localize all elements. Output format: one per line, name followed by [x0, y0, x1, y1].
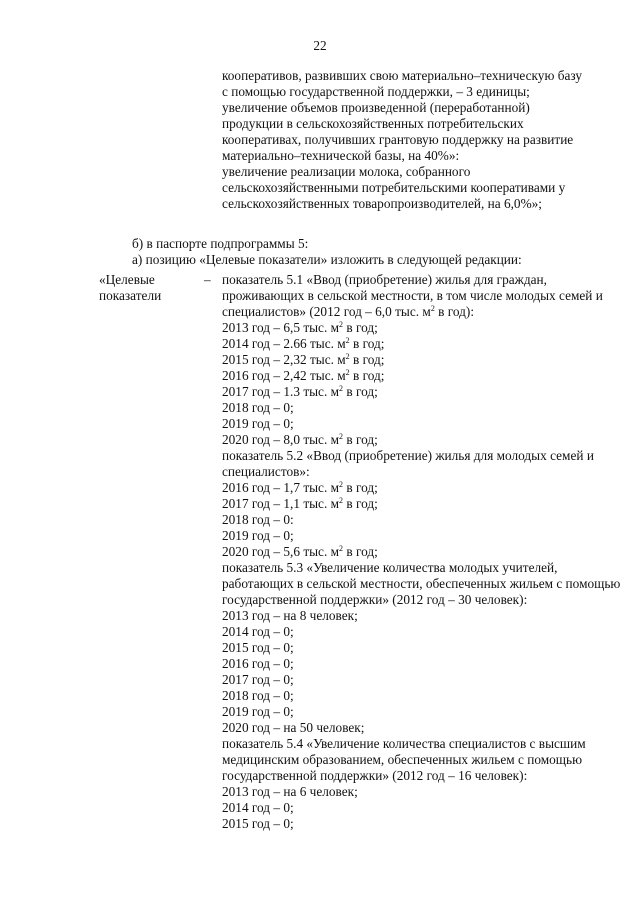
year-value-line: 2015 год – 0; — [222, 640, 294, 655]
year-value-line: 2013 год – на 6 человек; — [222, 784, 358, 799]
year-value-line: 2016 год – 1,7 тыс. $м^2$ в год; — [222, 480, 378, 495]
year-value-line: 2018 год – 0; — [222, 688, 294, 703]
target-indicators-list — [222, 272, 622, 832]
continued-indicators-text — [222, 68, 622, 212]
text-line: кооперативах, получивших грантовую поддержку на развитие — [222, 132, 574, 147]
year-value-line: 2019 год – 0; — [222, 704, 294, 719]
year-value-line: 2019 год – 0; — [222, 416, 294, 431]
year-value-line: 2019 год – 0; — [222, 528, 294, 543]
year-value-line: 2018 год – 0; — [222, 400, 294, 415]
text-line: кооперативов, развивших свою материально–техническую базу — [222, 68, 582, 83]
text-line: сельскохозяйственных товаропроизводителей, на 6,0%»; — [222, 196, 542, 211]
year-value-line: 2014 год – 0; — [222, 800, 294, 815]
year-value-line: 2015 год – 2,32 тыс. $м^2$ в год; — [222, 352, 385, 367]
year-value-line: 2014 год – 2.66 тыс. $м^2$ в год; — [222, 336, 385, 351]
page-number: 22 — [313, 38, 327, 53]
text-line: увеличение реализации молока, собранного — [222, 164, 471, 179]
year-value-line: 2018 год – 0: — [222, 512, 294, 527]
section-label — [99, 272, 209, 304]
item-b-paragraph: б) в паспорте подпрограммы 5: — [132, 236, 309, 251]
year-value-line: 2013 год – 6,5 тыс. $м^2$ в год; — [222, 320, 378, 335]
section-label-line2: показатели — [99, 288, 162, 303]
year-value-line: 2017 год – 0; — [222, 672, 294, 687]
text-line: материально–технической базы, на 40%»: — [222, 148, 460, 163]
text-line: с помощью государственной поддержки, – 3 единицы; — [222, 84, 530, 99]
text-line: продукции в сельскохозяйственных потребительских — [222, 116, 524, 131]
section-label-line1: «Целевые — [99, 272, 155, 287]
indicator-5-1-heading: показатель 5.1 «Ввод (приобретение) жилья для граждан, проживающих в сельской местности, в том числе молодых семей и специалистов» (2012 год – 6,0 тыс. $м^2$ в год): — [222, 272, 603, 319]
text-line: сельскохозяйственными потребительскими кооперативами у — [222, 180, 566, 195]
year-value-line: 2015 год – 0; — [222, 816, 294, 831]
year-value-line: 2020 год – 5,6 тыс. $м^2$ в год; — [222, 544, 378, 559]
indicator-5-4-heading: показатель 5.4 «Увеличение количества специалистов с высшим медицинским образованием, обеспеченных жильем с помощью государственной поддержки» (2012 год – 16 человек): — [222, 736, 586, 783]
year-value-line: 2016 год – 2,42 тыс. $м^2$ в год; — [222, 368, 385, 383]
indicator-5-3-heading: показатель 5.3 «Увеличение количества молодых учителей, работающих в сельской местности, обеспеченных жильем с помощью государственной поддержки» (2012 год – 30 человек): — [222, 560, 621, 607]
text-line: увеличение объемов произведенной (переработанной) — [222, 100, 530, 115]
year-value-line: 2016 год – 0; — [222, 656, 294, 671]
indicator-5-2-heading: показатель 5.2 «Ввод (приобретение) жилья для молодых семей и специалистов»: — [222, 448, 594, 479]
year-value-line: 2020 год – 8,0 тыс. $м^2$ в год; — [222, 432, 378, 447]
year-value-line: 2013 год – на 8 человек; — [222, 608, 358, 623]
label-dash: – — [204, 272, 211, 287]
item-a-paragraph: а) позицию «Целевые показатели» изложить в следующей редакции: — [132, 252, 522, 267]
year-value-line: 2017 год – 1.3 тыс. $м^2$ в год; — [222, 384, 378, 399]
year-value-line: 2014 год – 0; — [222, 624, 294, 639]
year-value-line: 2017 год – 1,1 тыс. $м^2$ в год; — [222, 496, 378, 511]
year-value-line: 2020 год – на 50 человек; — [222, 720, 365, 735]
